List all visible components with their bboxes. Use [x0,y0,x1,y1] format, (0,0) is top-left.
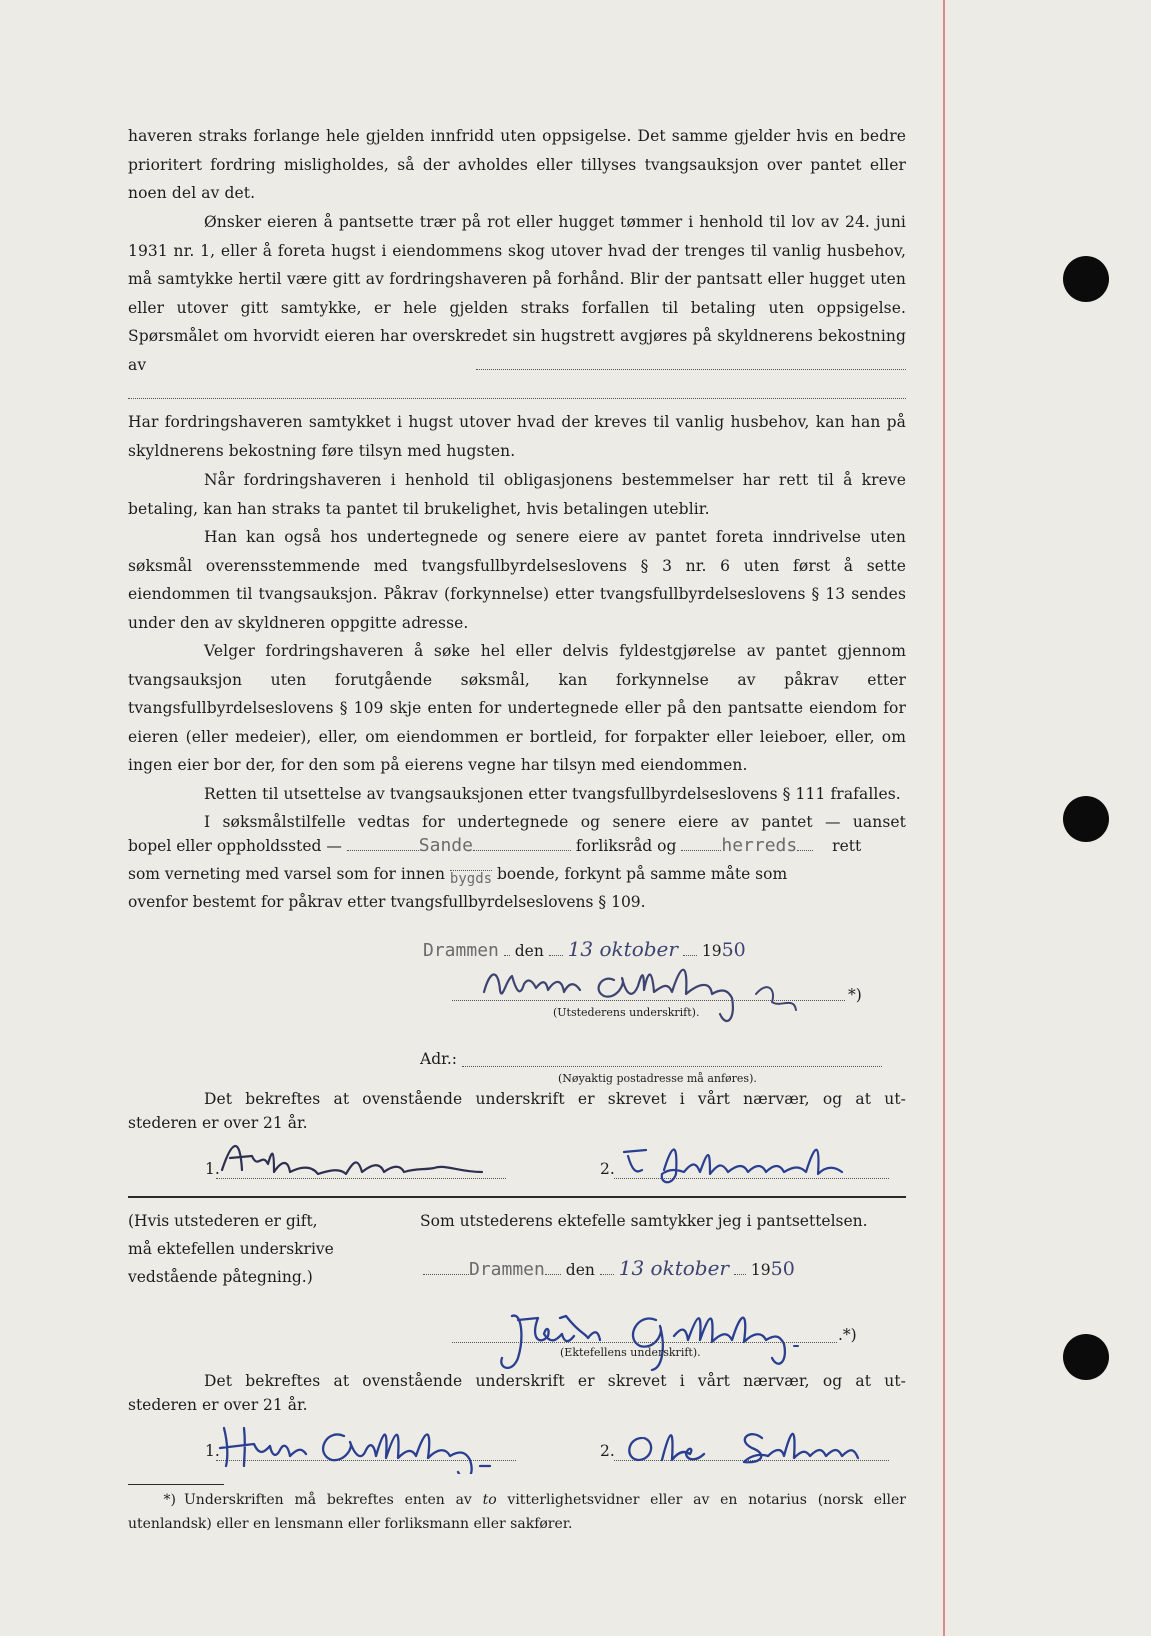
issuer-sig-mark: *) [848,986,862,1004]
punch-hole [1063,1334,1109,1380]
footnote-mark: *) [163,1492,176,1508]
spouse-signature [488,1298,848,1378]
paragraph-payment: Når fordringshaveren i henhold til obligasjonens bestemmelser har rett til å kreve betaling, kan han straks ta pantet til brukelighet, hvis betalingen uteblir. [128,471,906,518]
witness1-text: Det bekreftes at ovenstående underskrift er skrevet i vårt nærvær, og at ut- [204,1090,906,1108]
spouse-sig-caption: (Ektefellens underskrift). [560,1346,701,1359]
spouse-sig-mark: .*) [838,1326,857,1344]
venue-line-2 [128,865,788,887]
spouse-date-line [423,1256,795,1280]
venue-line [128,835,861,856]
venue-line2-b: boende, forkynt på samme måte som [497,865,788,883]
paragraph-timber-text: Ønsker eieren å pantsette trær på rot eller hugget tømmer i henhold til lov av 24. juni 1931 nr. 1, eller å foreta hugst i eiendommens skog utover hvad der trenges til vanlig husbehov, må samtykke hertil være gitt av fordringshaveren på forhånd. Blir der pantsatt eller hugget uten eller utover gitt samtykke, er hele gjelden straks forfallen til betaling uten oppsigelse. Spørsmålet om hvorvidt eieren har overskredet sin hugstrett avgjøres på skyldnerens bekostning av [128,213,906,374]
venue-mid: forliksråd og [575,837,677,855]
issue-den: den [514,942,544,960]
footnote-rule [128,1484,224,1485]
issue-date: 13 oktober [567,937,678,961]
venue-place: Sande [418,835,473,856]
fill-line [681,849,721,851]
witness2-number-1: 1. [205,1442,220,1460]
fill-line [347,849,419,851]
paragraph-lawsuit: I søksmålstilfelle vedtas for undertegnede og senere eiere av pantet — uanset [204,813,906,831]
venue-line2-fill: bygds [449,871,493,887]
paragraph-collection: Han kan også hos undertegnede og senere eiere av pantet foreta inndrivelse uten søksmål overensstemmende med tvangsfullbyrdelseslovens § 3 nr. 6 uten først å sette eiendommen til tvangsauksjon. Påkrav (forkynnelse) etter tvangsfullbyrdelseslovens § 13 sendes under den av skyldneren oppgitte adresse. [128,528,906,632]
spouse-note-3: vedstående påtegning.) [128,1268,313,1286]
dotted-rule [128,398,906,399]
witness1-signature-1 [212,1130,512,1190]
address-caption: (Nøyaktig postadresse må anføres). [558,1072,757,1085]
paragraph-auction: Velger fordringshaveren å søke hel eller delvis fyldestgjørelse av pantet gjennom tvangsauksjon uten forutgående søksmål, kan forkynnelse av påkrav etter tvangsfullbyrdelseslovens § 109 skje enten for undertegnede eller på den pantsatte eiendom for eieren (eller medeier), eller, om eiendommen er bortleid, for forpakter eller leieboer, eller, om ingen eier bor der, for den som på eierens vegne har tilsyn med eiendommen. [128,642,906,775]
spouse-date: 13 oktober [618,1256,729,1280]
witness1-number-1: 1. [205,1160,220,1178]
issue-year-prefix: 19 [701,942,722,960]
witness2-text-b: stederen er over 21 år. [128,1396,308,1414]
spouse-consent: Som utstederens ektefelle samtykker jeg i pantsettelsen. [420,1212,868,1230]
venue-court: herreds [721,835,798,856]
witness2-signature-1 [214,1414,534,1474]
venue-line-3: ovenfor bestemt for påkrav etter tvangsfullbyrdelseslovens § 109. [128,893,646,911]
spouse-signature-line [452,1342,837,1343]
paragraph-postponement: Retten til utsettelse av tvangsauksjonen etter tvangsfullbyrdelseslovens § 111 frafalles. [204,785,901,803]
address-label: Adr.: [420,1050,457,1068]
section-divider [128,1196,906,1198]
witness2-number-2: 2. [600,1442,615,1460]
venue-suffix: rett [832,837,862,855]
spouse-place: Drammen [469,1259,545,1280]
issuer-sig-caption: (Utstederens underskrift). [553,1006,700,1019]
spouse-note-1: (Hvis utstederen er gift, [128,1212,318,1230]
spouse-den: den [565,1261,595,1279]
fill-line [473,849,571,851]
address-line [462,1066,882,1067]
fill-line [545,1273,561,1275]
venue-line2-a: som verneting med varsel som for innen [128,865,445,883]
fill-line [734,1273,746,1275]
spouse-year-prefix: 19 [750,1261,771,1279]
issue-place: Drammen [423,940,499,961]
paragraph-supervision: Har fordringshaveren samtykket i hugst utover hvad der kreves til vanlig husbehov, kan han på skyldnerens bekostning føre tilsyn med hugsten. [128,413,906,460]
witness1-text-b: stederen er over 21 år. [128,1114,308,1132]
witness2-signature-2 [612,1414,912,1474]
fill-line [423,1273,469,1275]
fill-line [600,1273,614,1275]
issuer-signature [476,950,836,1030]
paragraph-timber [128,208,906,380]
footnote-to: to [482,1492,497,1508]
paragraph-default: haveren straks forlange hele gjelden innfridd uten oppsigelse. Det samme gjelder hvis en bedre prioritert fordring misligholdes, så der avholdes eller tillyses tvangsauksjon over pantet eller noen del av det. [128,127,906,203]
spouse-year-suffix: 50 [770,1258,795,1280]
witness1-signature-2 [612,1130,912,1190]
witness1-number-2: 2. [600,1160,615,1178]
footnote-text-a: Underskriften må bekreftes enten av [184,1492,483,1508]
fill-line [797,849,813,851]
issue-year-suffix: 50 [721,939,746,961]
footnote [128,1488,906,1536]
fill-line [476,368,906,370]
footnote-text-b: vitterlighetsvidner eller av en notarius (norsk eller utenlandsk) eller en lensmann eller forliksmann eller sakfører. [128,1492,906,1532]
margin-line [943,0,945,1636]
spouse-note-2: må ektefellen underskrive [128,1240,334,1258]
witness2-text: Det bekreftes at ovenstående underskrift er skrevet i vårt nærvær, og at ut- [204,1372,906,1390]
punch-hole [1063,796,1109,842]
punch-hole [1063,256,1109,302]
venue-prefix: bopel eller oppholdssted — [128,837,342,855]
